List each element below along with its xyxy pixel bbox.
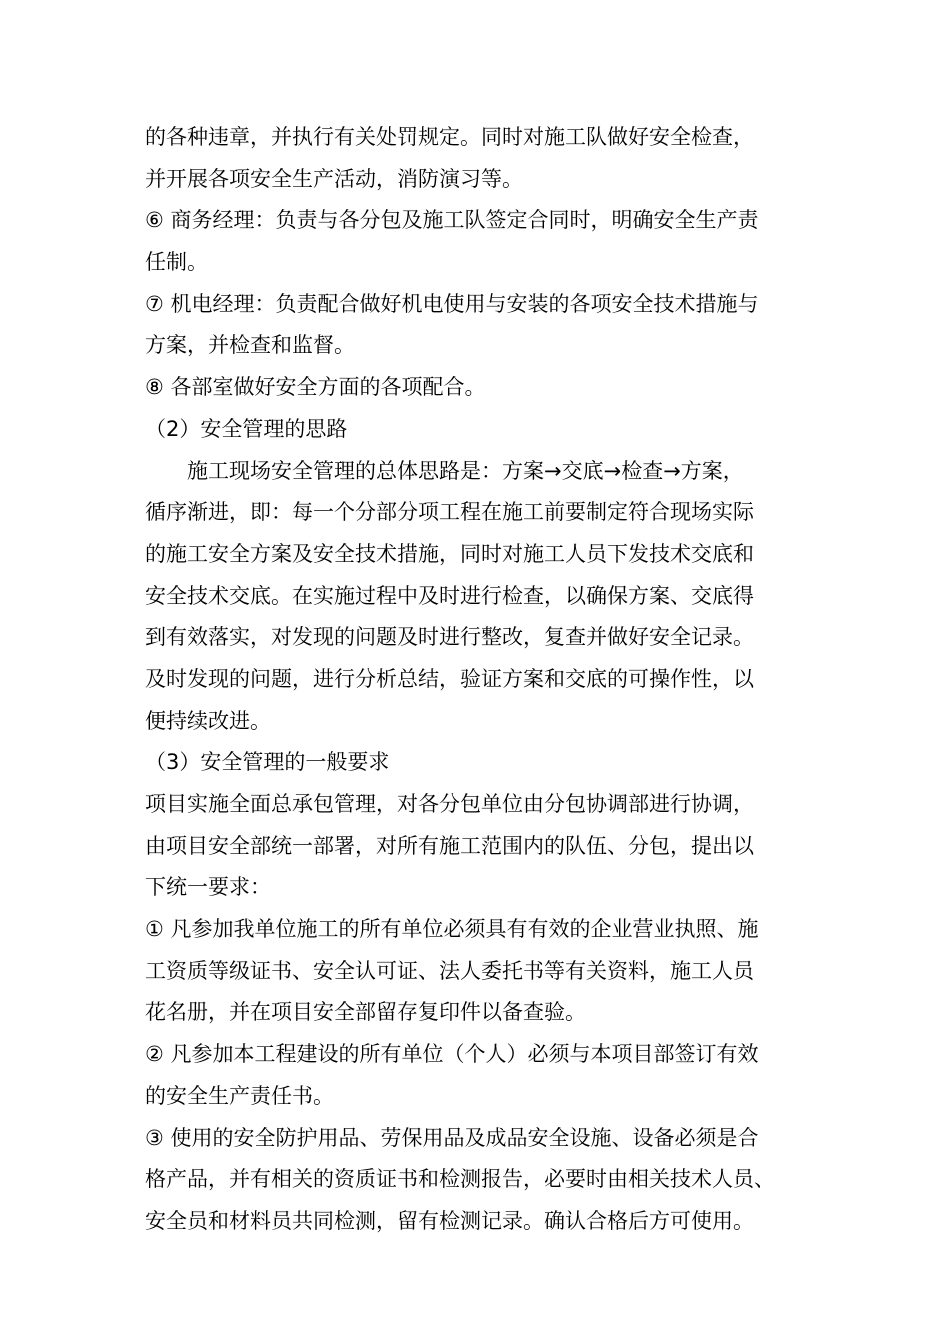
section-heading-2: （2）安全管理的思路 (145, 416, 348, 441)
section-heading-3: （3）安全管理的一般要求 (145, 750, 390, 775)
text-line: 下统一要求： (145, 875, 271, 900)
list-item-7: ⑦ 机电经理：负责配合做好机电使用与安装的各项安全技术措施与 (145, 291, 759, 316)
text-line: 安全技术交底。在实施过程中及时进行检查，以确保方案、交底得 (145, 583, 754, 608)
text-line: 花名册，并在项目安全部留存复印件以备查验。 (145, 1000, 586, 1025)
text-line: 格产品，并有相关的资质证书和检测报告，必要时由相关技术人员、 (145, 1167, 775, 1192)
text-line: 工资质等级证书、安全认可证、法人委托书等有关资料，施工人员 (145, 958, 754, 983)
list-item-6: ⑥ 商务经理：负责与各分包及施工队签定合同时，明确安全生产责 (145, 208, 759, 233)
list-item-1: ① 凡参加我单位施工的所有单位必须具有有效的企业营业执照、施 (145, 917, 759, 942)
text-line: 的施工安全方案及安全技术措施，同时对施工人员下发技术交底和 (145, 541, 754, 566)
text-line: 循序渐进，即：每一个分部分项工程在施工前要制定符合现场实际 (145, 500, 754, 525)
text-line: 并开展各项安全生产活动，消防演习等。 (145, 166, 523, 191)
text-line: 由项目安全部统一部署，对所有施工范围内的队伍、分包，提出以 (145, 833, 754, 858)
text-line: 到有效落实，对发现的问题及时进行整改，复查并做好安全记录。 (145, 625, 754, 650)
list-item-3: ③ 使用的安全防护用品、劳保用品及成品安全设施、设备必须是合 (145, 1125, 759, 1150)
text-line: 便持续改进。 (145, 708, 271, 733)
text-line: 安全员和材料员共同检测，留有检测记录。确认合格后方可使用。 (145, 1208, 754, 1233)
list-item-2: ② 凡参加本工程建设的所有单位（个人）必须与本项目部签订有效 (145, 1042, 759, 1067)
text-line: 任制。 (145, 250, 208, 275)
text-line: 项目实施全面总承包管理，对各分包单位由分包协调部进行协调， (145, 792, 754, 816)
body-text (145, 117, 825, 1243)
list-item-8: ⑧ 各部室做好安全方面的各项配合。 (145, 375, 486, 400)
text-line: 及时发现的问题，进行分析总结，验证方案和交底的可操作性，以 (145, 666, 754, 691)
text-line: 方案，并检查和监督。 (145, 333, 355, 358)
text-line: 的安全生产责任书。 (145, 1083, 334, 1108)
text-line: 施工现场安全管理的总体思路是：方案→交底→检查→方案， (145, 458, 744, 483)
text-line: 的各种违章，并执行有关处罚规定。同时对施工队做好安全检查， (145, 125, 754, 149)
